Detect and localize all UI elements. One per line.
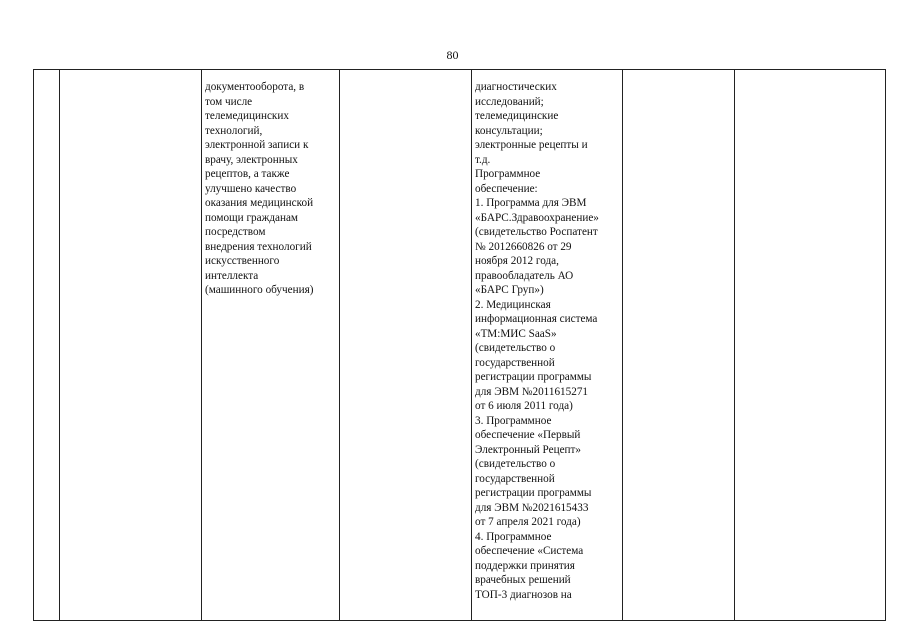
cell-text-line: для ЭВМ №2021615433 (475, 501, 589, 514)
cell-text-line: интеллекта (205, 269, 259, 282)
cell-text-line: Программное (475, 168, 541, 180)
cell-text-line: том числе (205, 95, 253, 108)
cell-text-line: 3. Программное (475, 414, 552, 427)
cell-text-line: оказания медицинской (205, 197, 314, 209)
cell-text-line: врачебных решений (475, 574, 571, 586)
cell-text-line: врачу, электронных (205, 153, 298, 166)
cell-text-line: диагностических (475, 81, 557, 93)
cell-text-line: консультации; (475, 124, 543, 137)
cell-text-line: 1. Программа для ЭВМ (475, 197, 587, 209)
cell-text-line: 2. Медицинская (475, 298, 551, 311)
cell-text-line: (свидетельство о (475, 342, 556, 354)
cell-text-line: обеспечение «Первый (475, 429, 581, 441)
cell-text-line: (машинного обучения) (205, 284, 314, 296)
cell-text-line: от 6 июля 2011 года) (475, 400, 573, 412)
cell-text-line: «ТМ:МИС SaaS» (475, 327, 557, 340)
cell-text-line: электронные рецепты и (475, 139, 588, 151)
cell-text-line: технологий, (205, 124, 263, 137)
table-cell-col7 (735, 70, 886, 621)
cell-text-line: улучшено качество (205, 182, 297, 195)
table-cell-col2 (60, 70, 202, 621)
table-cell-col6 (623, 70, 735, 621)
cell-text-line: внедрения технологий (205, 240, 312, 253)
cell-text-line: Электронный Рецепт» (475, 443, 582, 456)
cell-text-line: телемедицинских (205, 110, 289, 122)
cell-text-line: «БАРС Груп») (475, 284, 544, 296)
cell-text-line: «БАРС.Здравоохранение» (475, 211, 599, 224)
cell-text-line: для ЭВМ №2011615271 (475, 385, 589, 398)
cell-text-line: регистрации программы (475, 371, 592, 383)
cell-text-line: 4. Программное (475, 530, 552, 543)
cell-text-line: т.д. (475, 153, 491, 166)
cell-text-line: искусственного (205, 255, 280, 267)
cell-text-line: информационная система (475, 313, 598, 325)
table-cell-result-description (202, 70, 340, 621)
cell-text-line: государственной (475, 356, 555, 369)
cell-text-line: (свидетельство Роспатент (475, 226, 598, 238)
cell-text-line: № 2012660826 от 29 (475, 240, 572, 253)
cell-text-line: посредством (205, 226, 266, 238)
cell-text-line: правообладатель АО (475, 269, 574, 282)
cell-text-line: (свидетельство о (475, 458, 556, 470)
table-cell-col1 (34, 70, 60, 621)
cell-text-line: помощи гражданам (205, 211, 299, 224)
table-row (34, 70, 886, 621)
cell-text-line: ТОП-3 диагнозов на (475, 588, 572, 601)
cell-text-line: поддержки принятия (475, 559, 575, 572)
cell-text-line: исследований; (475, 95, 544, 108)
cell-text-line: телемедицинские (475, 110, 559, 122)
table-cell-col4 (340, 70, 472, 621)
table-cell-software-description (472, 70, 623, 621)
cell-text-line: документооборота, в (205, 81, 305, 93)
cell-text-line: электронной записи к (205, 139, 309, 151)
cell-text-line: рецептов, а также (205, 168, 290, 180)
cell-text-line: обеспечение «Система (475, 545, 584, 557)
cell-text-line: регистрации программы (475, 487, 592, 499)
cell-text-line: обеспечение: (475, 182, 538, 195)
cell-text-line: ноября 2012 года, (475, 255, 559, 267)
cell-text-line: от 7 апреля 2021 года) (475, 516, 581, 528)
document-table (33, 69, 886, 621)
page-number: 80 (446, 48, 459, 62)
cell-text-line: государственной (475, 472, 555, 485)
